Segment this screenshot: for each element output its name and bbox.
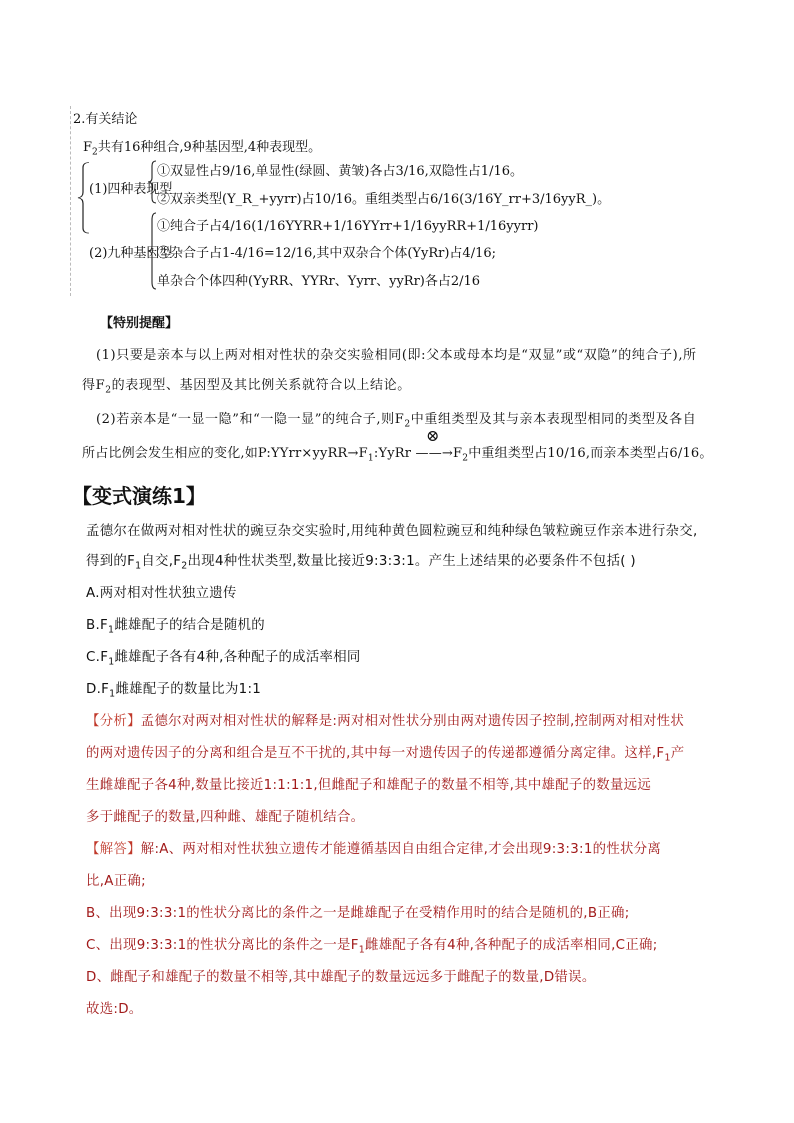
answer-line-6: 故选:D。 bbox=[86, 1002, 143, 1017]
group-label-phenotypes: (1)四种表现型 bbox=[89, 182, 173, 197]
phenotype-brace-icon bbox=[147, 160, 157, 204]
phenotype-line-1: ①双显性占9/16,单显性(绿圆、黄皱)各占3/16,双隐性占1/16。 bbox=[157, 164, 523, 179]
exercise-heading: 【变式演练1】 bbox=[72, 484, 206, 508]
answer-line-5: D、雌配子和雄配子的数量不相等,其中雄配子的数量远远多于雌配子的数量,D错误。 bbox=[86, 970, 596, 985]
analysis-line-2: 的两对遗传因子的分离和组合是互不干扰的,其中每一对遗传因子的传递都遵循分离定律。这样$,F_1$产 bbox=[86, 746, 685, 764]
analysis-line-3: 生雌雄配子各4种,数量比接近1:1:1:1,但雌配子和雄配子的数量不相等,其中雄配子的数量远远 bbox=[86, 778, 652, 793]
option-a: A.两对相对性状独立遗传 bbox=[86, 586, 237, 601]
genotype-line-2: ②杂合子占1-4/16=12/16,其中双杂合个体(YyRr)占4/16; bbox=[157, 246, 496, 261]
analysis-line-1: 【分析】孟德尔对两对相对性状的解释是:两对相对性状分别由两对遗传因子控制,控制两对相对性状 bbox=[86, 714, 685, 729]
option-c: $C.F_1$雌雄配子各有4种,各种配子的成活率相同 bbox=[86, 650, 361, 668]
group-label-genotypes: (2)九种基因型 bbox=[89, 246, 173, 261]
conclusion-section bbox=[70, 106, 611, 296]
tip2-line-2: 所占比例会发生相应的变化,如$P:YYrr\times yyRR\to F_1:YyRr$ $——\to F_2$中重组类型占10/16,而亲本类型占6/16。 bbox=[82, 446, 713, 464]
question-line-1: 孟德尔在做两对相对性状的豌豆杂交实验时,用纯种黄色圆粒豌豆和纯种绿色皱粒豌豆作亲本进行杂交, bbox=[86, 524, 698, 539]
option-d: $D.F_1$雌雄配子的数量比为1:1 bbox=[86, 682, 262, 700]
answer-line-2: 比,A正确; bbox=[86, 874, 146, 889]
analysis-label: 【分析】 bbox=[86, 714, 141, 729]
tip2-line-1: (2)若亲本是“一显一隐”和“一隐一显”的纯合子,则$F_2$中重组类型及其与亲本表现型相同的类型及各自 bbox=[96, 412, 697, 430]
answer-label: 【解答】 bbox=[86, 842, 141, 857]
tips-title: 【特别提醒】 bbox=[100, 316, 179, 331]
f2-summary: $F_2$共有16种组合,9种基因型,4种表现型。 bbox=[83, 140, 322, 158]
genotype-line-3: 单杂合个体四种(YyRR、YYRr、Yyrr、yyRr)各占2/16 bbox=[157, 274, 481, 289]
genotype-line-1: ①纯合子占4/16(1/16YYRR+1/16YYrr+1/16yyRR+1/16yyrr) bbox=[157, 219, 539, 234]
selfing-symbol-icon: ⊗ bbox=[426, 426, 440, 445]
tip1-line-1: (1)只要是亲本与以上两对相对性状的杂交实验相同(即:父本或母本均是“双显”或“双隐”的纯合子),所 bbox=[96, 348, 697, 363]
genotype-brace-icon bbox=[147, 212, 157, 290]
conclusion-heading: 2.有关结论 bbox=[73, 112, 138, 127]
answer-line-4: C、出现9:3:3:1的性状分离比的条件之一是$F_1$雌雄配子各有4种,各种配子的成活率相同,C正确; bbox=[86, 938, 658, 956]
phenotype-line-2: ②双亲类型(Y_R_+yyrr)占10/16。重组类型占6/16(3/16Y_rr+3/16yyR_)。 bbox=[157, 192, 611, 207]
tip1-line-2: 得$F_2$的表现型、基因型及其比例关系就符合以上结论。 bbox=[82, 378, 411, 396]
question-line-2: 得到的$F_1$自交$,F_2$出现4种性状类型,数量比接近9:3:3:1。产生上述结果的必要条件不包括( ) bbox=[86, 554, 636, 572]
answer-line-1: 【解答】解:A、两对相对性状独立遗传才能遵循基因自由组合定律,才会出现9:3:3:1的性状分离 bbox=[86, 842, 662, 857]
option-b: $B.F_1$雌雄配子的结合是随机的 bbox=[86, 618, 265, 636]
analysis-line-4: 多于雌配子的数量,四种雌、雄配子随机结合。 bbox=[86, 810, 365, 825]
answer-line-3: B、出现9:3:3:1的性状分离比的条件之一是雌雄配子在受精作用时的结合是随机的,B正确; bbox=[86, 906, 630, 921]
